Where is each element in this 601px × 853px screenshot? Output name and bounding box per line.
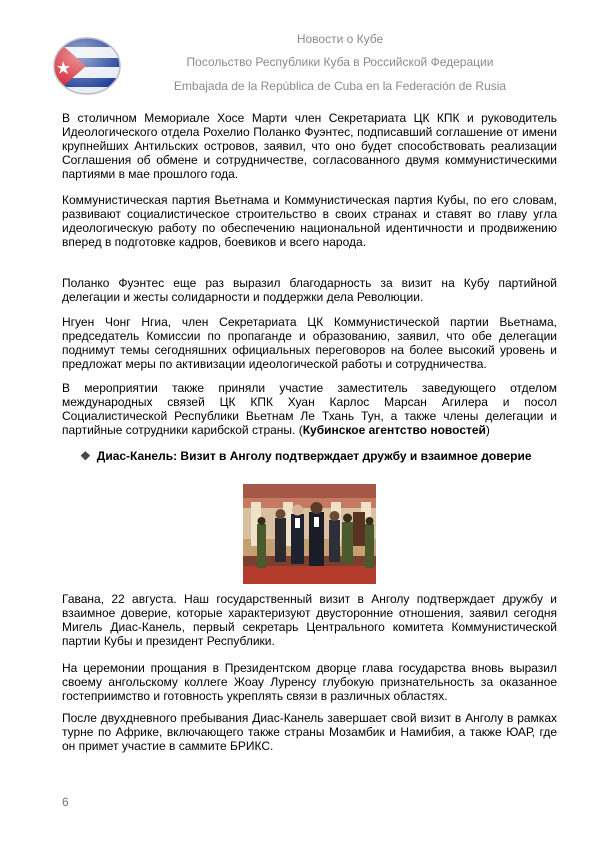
header-newsletter-title: Новости о Кубе — [296, 32, 384, 46]
article-paragraph: На церемонии прощания в Президентском дворце глава государства вновь выразил своему ангольскому коллеге Жоау Луренсу глубокую признательность за оказанное гостеприимство и готовность укреплять связи в различных областях. — [62, 661, 557, 703]
article-heading: ❖ Диас-Канель: Визит в Анголу подтверждает дружбу и взаимное доверие — [80, 449, 532, 463]
header-embassy-name-es: Embajada de la República de Cuba en la Federación de Rusia — [173, 79, 507, 93]
article-paragraph: Гавана, 22 августа. Наш государственный визит в Анголу подтверждает дружбу и взаимное доверие, которые характеризуют двусторонние отношения, заявил сегодня Мигель Диас-Канель, первый секретарь Центрального комитета Коммунистической партии Кубы и президент Республики. — [62, 592, 557, 648]
news-agency-credit: Кубинское агентство новостей — [302, 423, 486, 437]
article-paragraph: В столичном Мемориале Хосе Марти член Секретариата ЦК КПК и руководитель Идеологического отдела Рохелио Поланко Фуэнтес, подписавший соглашение от имени крупнейших Антильских островов, заявил, что оно будет способствовать реализации Соглашения об обмене и сотрудничестве, согласованного двумя коммунистическими партиями в мае прошлого года. — [62, 111, 557, 181]
page-number: 6 — [62, 795, 69, 809]
header-embassy-name-ru: Посольство Республики Куба в Российской Федерации — [186, 55, 494, 69]
embassy-flag-logo — [52, 36, 122, 96]
article-paragraph: Коммунистическая партия Вьетнама и Коммунистическая партия Кубы, по его словам, развивают социалистическое строительство в своих странах и ставят во главу угла идеологическую работу по обеспечению национальной идентичности и продвижению вперед в подготовке кадров, боевиков и всего народа. — [62, 193, 557, 249]
article-paragraph: Поланко Фуэнтес еще раз выразил благодарность за визит на Кубу партийной делегации и жесты солидарности и поддержки дела Революции. — [62, 276, 557, 304]
bullet-diamond-icon: ❖ — [80, 449, 91, 463]
article-photo — [243, 484, 376, 584]
article-paragraph: Нгуен Чонг Нгиа, член Секретариата ЦК Коммунистической партии Вьетнама, председатель Комиссии по пропаганде и образованию, заявил, что обе делегации поднимут темы сегодняшних официальных переговоров на более высокий уровень и предложат меры по активизации идеологической работы и сотрудничества. — [62, 315, 557, 371]
article-paragraph: После двухдневного пребывания Диас-Канель завершает свой визит в Анголу в рамках турне по Африке, включающего также страны Мозамбик и Намибия, а также ЮАР, где он примет участие в саммите БРИКС. — [62, 711, 557, 753]
article-paragraph: В мероприятии также приняли участие заместитель заведующего отделом международных связей ЦК КПК Хуан Карлос Марсан Агилера и посол Социалистической Республики Вьетнам Ле Тхань Тун, а также члены делегации и партийные сотрудники карибской страны. (Кубинское агентство новостей) — [62, 381, 557, 437]
